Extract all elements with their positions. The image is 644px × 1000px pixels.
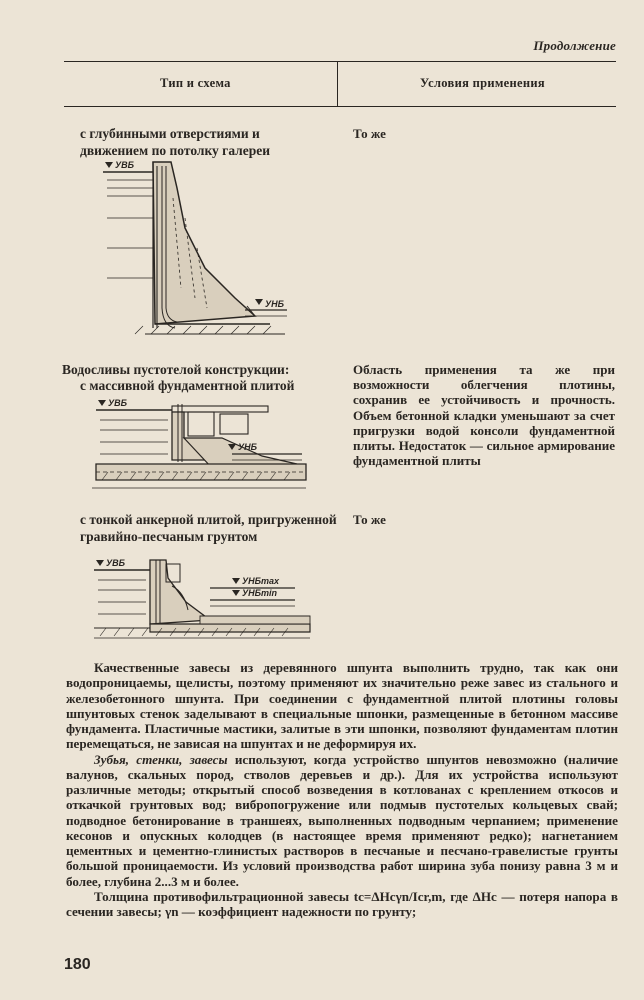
figure-hollow-dam-anchor-slab-svg bbox=[90, 558, 314, 648]
continuation-label: Продолжение bbox=[533, 38, 616, 53]
row3-type-text: с тонкой анкерной плитой, пригруженной гравийно-песчаным грунтом bbox=[80, 512, 337, 544]
figure-hollow-dam-massive-slab-svg bbox=[92, 398, 314, 498]
row2-type-heading: Водосливы пустотелой конструкции: bbox=[62, 362, 290, 377]
label-unb-1: УНБ bbox=[265, 299, 284, 309]
row2-type-text: с массивной фундаментной плитой bbox=[80, 378, 295, 393]
column-header-type: Тип и схема bbox=[160, 76, 231, 90]
label-uvb-1: УВБ bbox=[115, 160, 134, 170]
table-header-rule bbox=[64, 106, 616, 107]
label-unb-min: УНБmin bbox=[242, 588, 277, 598]
figure-hollow-dam-massive-slab bbox=[92, 398, 314, 498]
paragraph-teeth-walls-lead: Зубья, стенки, завесы bbox=[94, 751, 228, 767]
body-text bbox=[66, 660, 618, 919]
row1-type-text: с глубинными отверстиями и движением по потолку галереи bbox=[80, 126, 271, 158]
figure-deep-outlet-dam bbox=[95, 158, 295, 348]
table-top-rule bbox=[64, 61, 616, 62]
page-number: 180 bbox=[64, 956, 91, 973]
label-unb-max: УНБmax bbox=[242, 576, 279, 586]
table-column-divider bbox=[337, 62, 338, 106]
label-unb-2: УНБ bbox=[238, 442, 257, 452]
column-header-conditions: Условия применения bbox=[420, 76, 545, 90]
figure-deep-outlet-svg bbox=[95, 158, 295, 348]
paragraph-wooden-sheet-piles: Качественные завесы из деревянного шпунта выполнить трудно, так как они водопроницаемы, щелисты, поэтому применяют их значительно реже завес из стального и железобетонного шпунта. При соединении с фундаментной плитой плотины головы шпунтовых стенок заделывают в специальные шпонки, размещенные в бетонном массиве фундамента. Пластичные мастики, залитые в эти шпонки, позволяют фундаментам плотин перемещаться, не зависая на шпунтах и не деформируя их. bbox=[66, 660, 618, 752]
figure-hollow-dam-anchor-slab bbox=[90, 558, 314, 648]
row3-conditions: То же bbox=[353, 512, 386, 527]
row2-conditions: Область применения та же при возможности облегчения плотины, сохранив ее устойчивость и прочность. Объем бетонной кладки уменьшают за счет пригрузки водой консоли фундаментной плиты. Недостаток — сильное армирование фундаментной плиты bbox=[353, 362, 615, 469]
row1-conditions: То же bbox=[353, 126, 386, 141]
label-uvb-2: УВБ bbox=[108, 398, 127, 408]
paragraph-curtain-thickness: Толщина противофильтрационной завесы tc=ΔHcγn/Icr,m, где ΔHc — потеря напора в сечении завесы; γn — коэффициент надежности по грунту; bbox=[66, 888, 618, 919]
paragraph-teeth-walls bbox=[66, 752, 618, 889]
paragraph-teeth-walls-rest: используют, когда устройство шпунтов невозможно (наличие валунов, скальных пород, стволов деревьев и др.). Для их устройства используют различные методы; открытый способ возведения в котлованах с креплением откосов и откачкой грунтовых вод; вибропогружение или подмыв пустотелых кольцевых свай; подводное бетонирование в траншеях, выполненных подводным черпанием; применение кесонов и опускных колодцев (в настоящее время применяют редко); нагнетанием цементных и цементно-глинистых растворов в песчаные и песчано-гравелистые грунты большой проницаемости. Из условий производства работ ширина зуба понизу равна 3 м и более, глубина 2...3 м и более. bbox=[66, 751, 618, 889]
label-uvb-3: УВБ bbox=[106, 558, 125, 568]
